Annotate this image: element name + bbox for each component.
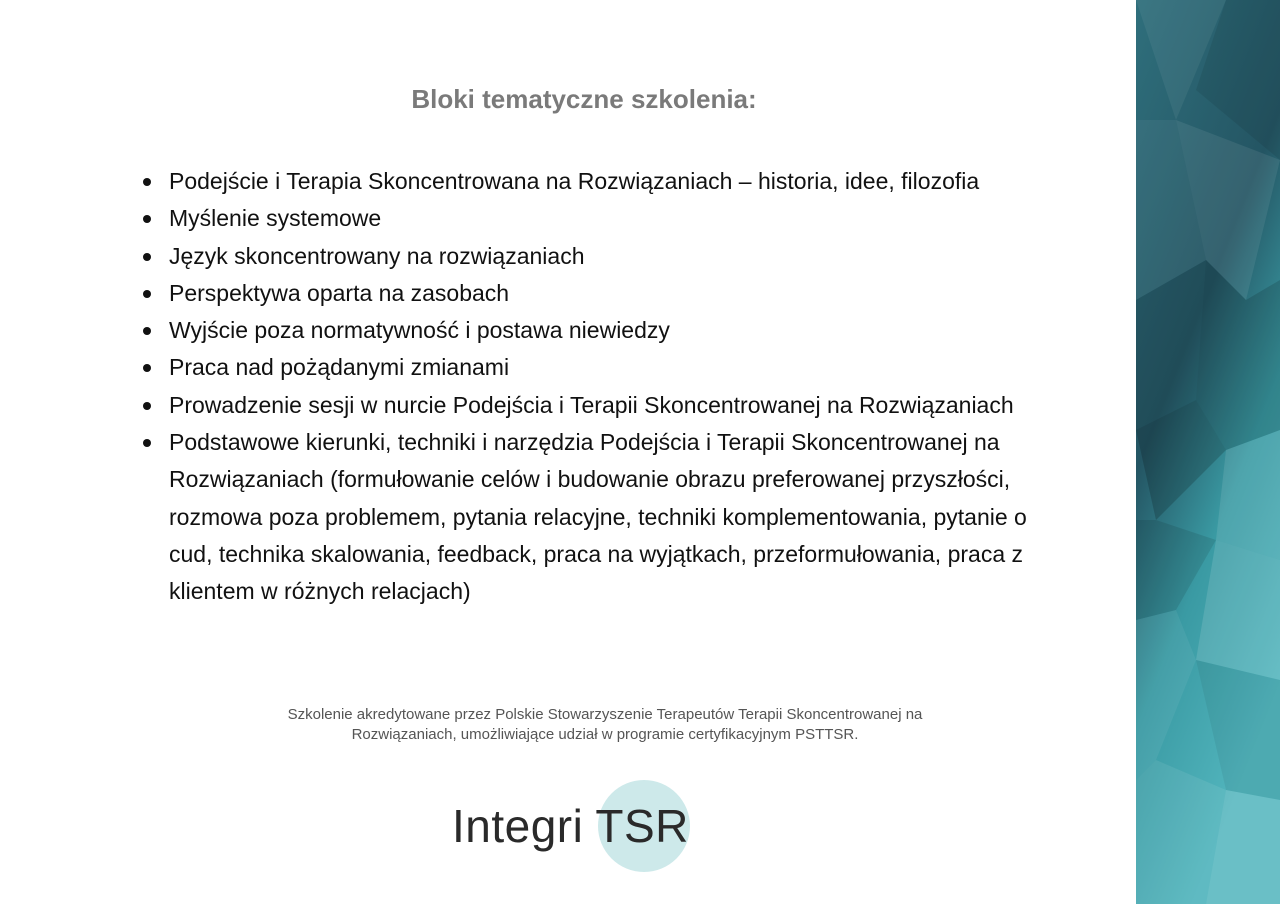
decorative-side-panel (1136, 0, 1280, 904)
list-item: Podejście i Terapia Skoncentrowana na Rozwiązaniach – historia, idee, filozofia (138, 163, 1068, 200)
accreditation-line-2: Rozwiązaniach, umożliwiające udział w programie certyfikacyjnym PSTTSR. (351, 726, 859, 743)
section-title: Bloki tematyczne szkolenia: (411, 84, 757, 114)
list-item: Wyjście poza normatywność i postawa niewiedzy (138, 312, 1068, 349)
accreditation-line-1: Szkolenie akredytowane przez Polskie Stowarzyszenie Terapeutów Terapii Skoncentrowanej na (287, 706, 923, 723)
accreditation-note (205, 705, 1005, 745)
topics-list (138, 163, 1068, 611)
list-item: Perspektywa oparta na zasobach (138, 275, 1068, 312)
list-item: Praca nad pożądanymi zmianami (138, 349, 1068, 386)
list-item: Język skoncentrowany na rozwiązaniach (138, 238, 1068, 275)
logo-text-integri: Integri (452, 800, 584, 852)
logo-wordmark (452, 798, 689, 854)
logo-text-tsr: TSR (595, 800, 689, 852)
list-item: Myślenie systemowe (138, 200, 1068, 237)
list-item: Podstawowe kierunki, techniki i narzędzia Podejścia i Terapii Skoncentrowanej na Rozwiązaniach (formułowanie celów i budowanie obrazu preferowanej przyszłości, rozmowa poza problemem, pytania relacyjne, techniki komplementowania, pytanie o cud, technika skalowania, feedback, praca na wyjątkach, przeformułowania, praca z klientem w różnych relacjach) (138, 424, 1068, 610)
integritsr-logo (450, 780, 695, 872)
list-item: Prowadzenie sesji w nurcie Podejścia i Terapii Skoncentrowanej na Rozwiązaniach (138, 387, 1068, 424)
